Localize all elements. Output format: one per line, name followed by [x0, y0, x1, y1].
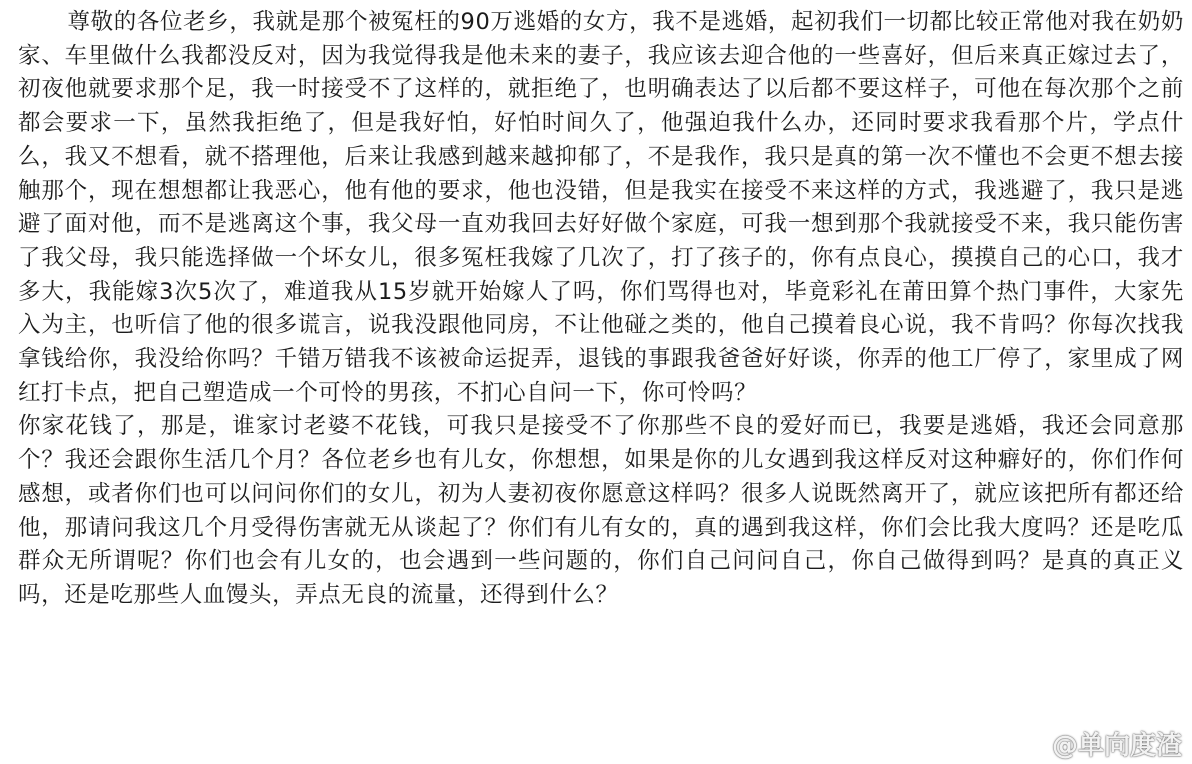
weibo-logo-icon [1016, 731, 1046, 757]
paragraph-1: 尊敬的各位老乡，我就是那个被冤枉的90万逃婚的女方，我不是逃婚，起初我们一切都比较正常他对我在奶奶家、车里做什么我都没反对，因为我觉得我是他未来的妻子，我应该去迎合他的一些喜好，但后来真正嫁过去了，初夜他就要求那个足，我一时接受不了这样的，就拒绝了，也明确表达了以后都不要这样子，可他在每次那个之前都会要求一下，虽然我拒绝了，但是我好怕，好怕时间久了，他强迫我什么办，还同时要求我看那个片，学点什么，我又不想看，就不搭理他，后来让我感到越来越抑郁了，不是我作，我只是真的第一次不懂也不会更不想去接触那个，现在想想都让我恶心，他有他的要求，他也没错，但是我实在接受不来这样的方式，我逃避了，我只是逃避了面对他，而不是逃离这个事，我父母一直劝我回去好好做个家庭，可我一想到那个我就接受不来，我只能伤害了我父母，我只能选择做一个坏女儿，很多冤枉我嫁了几次了，打了孩子的，你有点良心，摸摸自己的心口，我才多大，我能嫁3次5次了，难道我从15岁就开始嫁人了吗，你们骂得也对，毕竟彩礼在莆田算个热门事件，大家先入为主，也听信了他的很多谎言，说我没跟他同房，不让他碰之类的，他自己摸着良心说，我不肯吗？你每次找我拿钱给你，我没给你吗？千错万错我不该被命运捉弄，退钱的事跟我爸爸好好谈，你弄的他工厂停了，家里成了网红打卡点，把自己塑造成一个可怜的男孩，不扪心自问一下，你可怜吗？ [18, 9, 1184, 406]
document-body [18, 6, 1184, 613]
paragraph-2: 你家花钱了，那是，谁家讨老婆不花钱，可我只是接受不了你那些不良的爱好而已，我要是逃婚，我还会同意那个？我还会跟你生活几个月？各位老乡也有儿女，你想想，如果是你的儿女遇到我这样反对这种癖好的，你们作何感想，或者你们也可以问问你们的女儿，初为人妻初夜你愿意这样吗？很多人说既然离开了，就应该把所有都还给他，那请问我这几个月受得伤害就无从谈起了？你们有儿有女的，真的遇到我这样，你们会比我大度吗？还是吃瓜群众无所谓呢？你们也会有儿女的，也会遇到一些问题的，你们自己问问自己，你自己做得到吗？是真的真正义吗，还是吃那些人血馒头，弄点无良的流量，还得到什么？ [18, 413, 1184, 608]
watermark-handle: @单向度渣 [1051, 731, 1182, 761]
weibo-watermark [1016, 725, 1182, 762]
